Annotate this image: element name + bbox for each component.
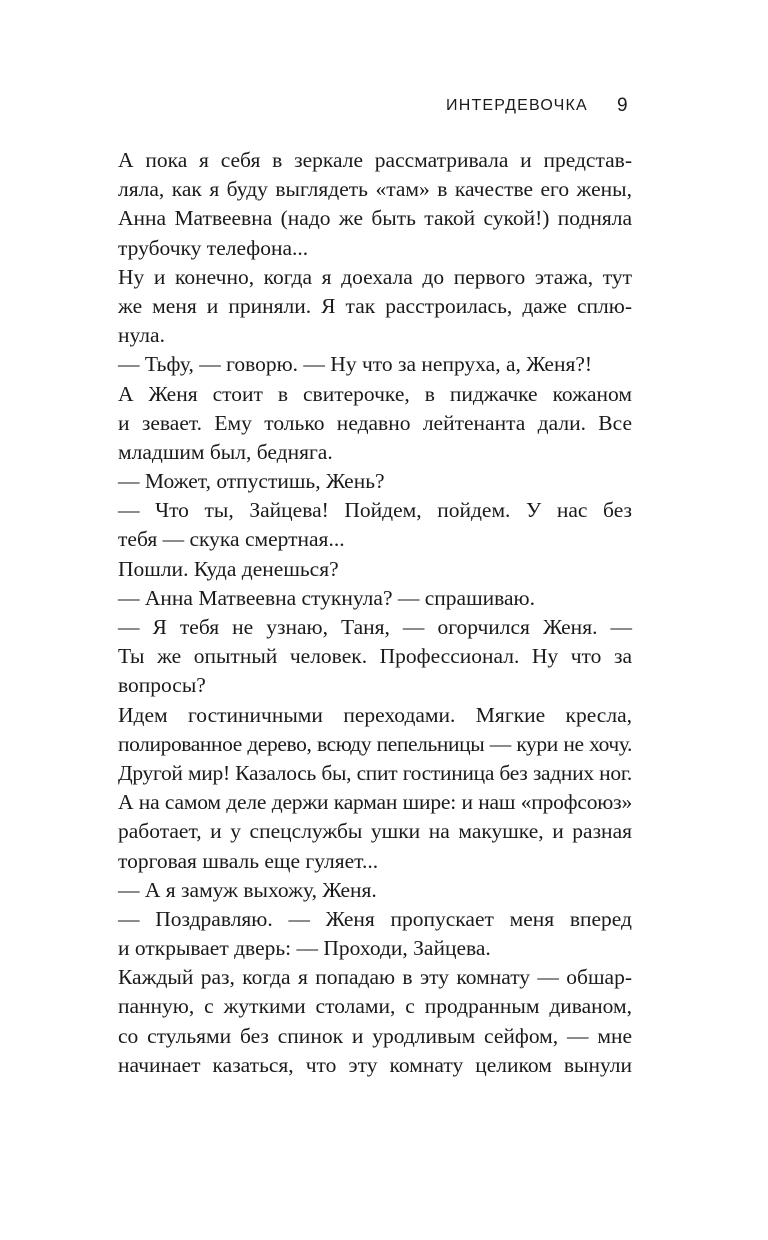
text-line: трубочку телефона... — [118, 235, 309, 260]
text-line: — Что ты, Зайцева! Пойдем, пойдем. У нас без — [118, 498, 632, 523]
text-line: и зевает. Ему только недавно лейтенанта дали. Все — [118, 410, 632, 435]
running-header — [0, 95, 768, 119]
text-line: и открывает дверь: — Проходи, Зайцева. — [118, 936, 491, 961]
text-line: Ты же опытный человек. Профессионал. Ну что за — [118, 644, 632, 669]
text-line: — Тьфу, — говорю. — Ну что за непруха, а, Женя?! — [118, 352, 593, 377]
text-line: А пока я себя в зеркале рассматривала и представ- — [118, 148, 632, 172]
text-line: А Женя стоит в свитерочке, в пиджачке кожаном — [118, 381, 632, 406]
text-line: вопросы? — [118, 673, 206, 698]
text-line: же меня и приняли. Я так расстроилась, даже сплю- — [118, 293, 632, 318]
text-line: торговая шваль еще гуляет... — [118, 848, 379, 873]
text-line: Пошли. Куда денешься? — [118, 556, 339, 581]
text-line: ляла, как я буду выглядеть «там» в качестве его жены, — [118, 177, 632, 202]
text-line: тебя — скука смертная... — [118, 527, 345, 552]
body-text — [118, 146, 632, 1080]
text-line: — Поздравляю. — Женя пропускает меня вперед — [118, 906, 632, 931]
text-line: Идем гостиничными переходами. Мягкие кресла, — [118, 702, 632, 727]
text-line: работает, и у спецслужбы ушки на макушке, и разная — [118, 819, 632, 844]
text-line: — Может, отпустишь, Жень? — [118, 469, 385, 494]
text-line: — Анна Матвеевна стукнула? — спрашиваю. — [118, 585, 535, 610]
text-line: А на самом деле держи карман шире: и наш «профсоюз» — [118, 790, 632, 815]
text-line: — Я тебя не узнаю, Таня, — огорчился Женя. — — [118, 615, 632, 639]
text-line: полированное дерево, всюду пепельницы — кури не хочу. — [118, 731, 632, 756]
text-line: панную, с жуткими столами, с продранным диваном, — [118, 994, 632, 1019]
text-line: Каждый раз, когда я попадаю в эту комнату — обшар- — [118, 965, 632, 990]
text-line: нула. — [118, 323, 165, 348]
text-line: Ну и конечно, когда я доехала до первого этажа, тут — [118, 264, 632, 289]
running-header-title: ИНТЕРДЕВОЧКА — [446, 97, 588, 114]
page-number: 9 — [617, 95, 628, 116]
text-line: Другой мир! Казалось бы, спит гостиница без задних ног. — [118, 760, 632, 785]
text-line: со стульями без спинок и уродливым сейфом, — мне — [118, 1023, 632, 1048]
text-line: — А я замуж выхожу, Женя. — [118, 877, 377, 902]
text-line: начинает казаться, что эту комнату целиком вынули — [118, 1052, 632, 1077]
text-line: Анна Матвеевна (надо же быть такой сукой!) подняла — [118, 206, 632, 231]
text-line: младшим был, бедняга. — [118, 439, 333, 464]
